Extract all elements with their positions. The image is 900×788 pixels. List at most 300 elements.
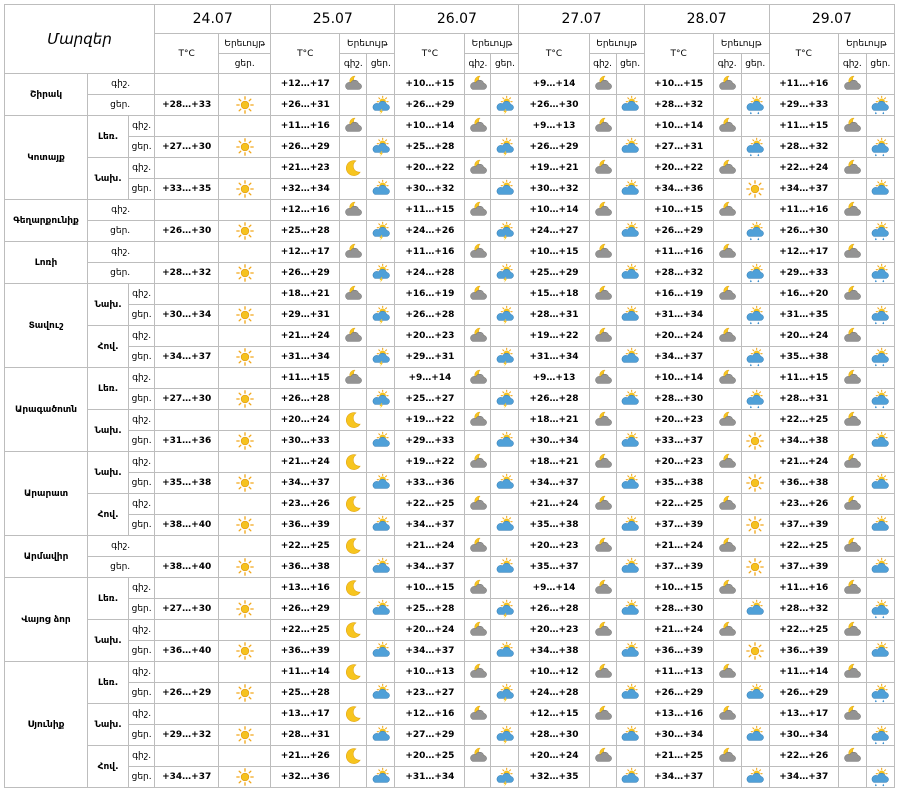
zone-label: Նախ. [88,410,129,451]
temperature-cell: +22…+26 [769,746,838,767]
cloud-moon-icon [717,116,737,136]
thunderstorm-icon [495,683,515,703]
cloud-moon-icon [842,368,862,388]
weather-header-0: Երեւույթ [219,34,271,54]
zone-cell [88,704,155,746]
night-weather-cell [713,368,741,389]
zone-cell [88,368,155,410]
sun-rain-icon [870,221,890,241]
temperature-cell: +30…+34 [769,725,838,746]
day-weather-cell [491,704,519,725]
weather-cell [219,347,271,368]
night-weather-cell [589,137,616,158]
table-row [5,221,895,242]
day-weather-cell [367,431,395,452]
night-weather-cell [589,641,616,662]
night-weather-cell [589,305,616,326]
temperature-cell: +21…+25 [644,746,713,767]
moon-icon [343,536,363,556]
night-weather-cell [838,95,866,116]
day-weather-cell [367,263,395,284]
temperature-cell: +10…+15 [395,74,465,95]
temperature-cell: +35…+38 [769,347,838,368]
temperature-cell: +21…+24 [271,326,340,347]
thunderstorm-icon [371,137,391,157]
time-of-day-label: ցեր. [131,646,152,656]
night-weather-cell [838,158,866,179]
cloud-moon-icon [593,452,613,472]
sun-rain-icon [745,305,765,325]
thunderstorm-icon [495,347,515,367]
day-weather-cell [367,473,395,494]
temperature-cell: +28…+31 [519,305,589,326]
day-weather-cell [866,179,894,200]
night-weather-cell [465,221,491,242]
night-weather-cell [838,74,866,95]
temperature-cell: +37…+39 [644,515,713,536]
night-header-2: գիշ. [465,54,491,74]
day-weather-cell [616,641,644,662]
day-weather-cell [741,641,769,662]
temperature-cell: +21…+24 [271,452,340,473]
moon-icon [343,410,363,430]
day-weather-cell [741,431,769,452]
day-weather-cell [741,305,769,326]
temperature-cell: +23…+26 [769,494,838,515]
weather-header-1: Երեւույթ [340,34,395,54]
cloud-moon-icon [593,578,613,598]
cloud-moon-icon [593,242,613,262]
time-of-day-label: ցեր. [88,221,155,242]
temperature-cell: +25…+28 [271,683,340,704]
night-weather-cell [589,179,616,200]
temperature-cell: +19…+22 [519,326,589,347]
time-of-day-label: ցեր. [131,478,152,488]
temperature-cell: +10…+14 [644,368,713,389]
temp-header-2: T°C [395,34,465,74]
sun-icon [235,179,255,199]
cloud-sun-icon [371,515,391,535]
zone-label: Նախ. [88,452,129,493]
cloud-moon-icon [343,74,363,94]
temperature-cell: +11…+14 [271,662,340,683]
night-weather-cell [340,473,367,494]
weather-cell [219,767,271,788]
weather-cell [219,578,271,599]
time-of-day-label: գիշ. [129,452,154,473]
region-name: Սյունիք [5,662,88,788]
night-weather-cell [340,641,367,662]
night-weather-cell [340,410,367,431]
day-weather-cell [367,389,395,410]
cloud-sun-icon [371,725,391,745]
day-weather-cell [616,326,644,347]
weather-cell [219,305,271,326]
temperature-cell: +31…+34 [519,347,589,368]
temperature-cell: +10…+15 [395,578,465,599]
cloud-moon-icon [343,284,363,304]
day-weather-cell [367,725,395,746]
cloud-moon-icon [593,200,613,220]
temperature-cell [155,116,219,137]
night-weather-cell [340,116,367,137]
night-weather-cell [713,221,741,242]
time-of-day-label: ցեր. [131,310,152,320]
temperature-cell: +36…+38 [769,473,838,494]
day-weather-cell [367,116,395,137]
sun-rain-icon [745,347,765,367]
sun-rain-icon [870,599,890,619]
night-weather-cell [465,620,491,641]
weather-cell [219,221,271,242]
night-weather-cell [838,242,866,263]
zone-cell [88,494,155,536]
temperature-cell: +35…+38 [519,515,589,536]
cloud-sun-icon [620,557,640,577]
temperature-cell [155,200,219,221]
temperature-cell: +19…+22 [395,410,465,431]
temp-header-1: T°C [271,34,340,74]
day-weather-cell [616,746,644,767]
cloud-sun-icon [495,179,515,199]
day-weather-cell [866,494,894,515]
temperature-cell: +28…+30 [644,599,713,620]
day-weather-cell [367,242,395,263]
night-weather-cell [713,431,741,452]
temperature-cell: +12…+16 [271,200,340,221]
temperature-cell: +26…+30 [769,221,838,242]
sun-rain-icon [745,95,765,115]
day-weather-cell [491,431,519,452]
table-row [5,494,895,515]
temperature-cell: +10…+15 [519,242,589,263]
cloud-moon-icon [468,242,488,262]
night-weather-cell [838,725,866,746]
temperature-cell: +11…+13 [644,662,713,683]
temperature-cell: +29…+32 [155,725,219,746]
cloud-moon-icon [717,452,737,472]
temperature-cell: +9…+14 [519,578,589,599]
temperature-cell: +10…+15 [644,74,713,95]
night-weather-cell [589,326,616,347]
day-weather-cell [741,137,769,158]
day-weather-cell [367,494,395,515]
table-row [5,284,895,305]
temperature-cell: +30…+34 [644,725,713,746]
day-weather-cell [616,179,644,200]
table-row [5,158,895,179]
weather-cell [219,683,271,704]
night-weather-cell [465,641,491,662]
time-of-day-label: գիշ. [88,536,155,557]
thunderstorm-icon [495,263,515,283]
day-weather-cell [616,74,644,95]
night-weather-cell [838,620,866,641]
temperature-cell: +26…+29 [271,599,340,620]
temperature-cell: +34…+37 [644,767,713,788]
temperature-cell: +15…+18 [519,284,589,305]
night-weather-cell [713,200,741,221]
day-weather-cell [491,200,519,221]
sun-icon [235,137,255,157]
weather-header-2: Երեւույթ [465,34,519,54]
night-weather-cell [838,389,866,410]
cloud-moon-icon [717,284,737,304]
time-of-day-label: ցեր. [131,184,152,194]
sun-icon [235,95,255,115]
temperature-cell [155,368,219,389]
temperature-cell: +36…+39 [769,641,838,662]
night-weather-cell [465,137,491,158]
temperature-cell: +31…+34 [271,347,340,368]
cloud-sun-icon [371,179,391,199]
night-weather-cell [838,536,866,557]
day-weather-cell [866,305,894,326]
temperature-cell: +37…+39 [644,557,713,578]
temperature-cell: +26…+30 [155,221,219,242]
temperature-cell: +20…+24 [395,620,465,641]
cloud-moon-icon [468,536,488,556]
day-weather-cell [367,620,395,641]
cloud-moon-icon [343,326,363,346]
day-weather-cell [367,74,395,95]
cloud-moon-icon [468,452,488,472]
day-weather-cell [616,704,644,725]
temperature-cell: +34…+37 [155,347,219,368]
day-weather-cell [367,746,395,767]
temperature-cell: +9…+13 [519,368,589,389]
temperature-cell: +34…+37 [519,473,589,494]
day-weather-cell [491,95,519,116]
night-weather-cell [589,704,616,725]
cloud-sun-icon [870,557,890,577]
night-weather-cell [713,725,741,746]
sun-icon [235,683,255,703]
night-weather-cell [340,305,367,326]
cloud-moon-icon [468,116,488,136]
day-weather-cell [741,473,769,494]
thunderstorm-icon [495,725,515,745]
temperature-cell: +22…+25 [769,410,838,431]
date-header-3: 27.07 [519,5,644,34]
cloud-sun-icon [870,641,890,661]
partly-cloudy-icon [620,725,640,745]
temperature-cell: +28…+31 [769,389,838,410]
weather-cell [219,431,271,452]
night-weather-cell [589,494,616,515]
day-weather-cell [367,305,395,326]
temp-header-4: T°C [644,34,713,74]
temperature-cell: +23…+27 [395,683,465,704]
night-weather-cell [340,368,367,389]
night-weather-cell [713,95,741,116]
weather-cell [219,242,271,263]
night-weather-cell [340,767,367,788]
temperature-cell: +28…+32 [644,95,713,116]
night-weather-cell [589,536,616,557]
day-weather-cell [491,494,519,515]
temperature-cell: +9…+14 [395,368,465,389]
partly-cloudy-icon [495,515,515,535]
cloud-moon-icon [717,158,737,178]
temperature-cell: +11…+16 [644,242,713,263]
cloud-moon-icon [842,200,862,220]
zone-label: Լեռ. [88,578,129,619]
temperature-cell: +35…+37 [519,557,589,578]
thunderstorm-icon [371,389,391,409]
cloud-moon-icon [842,242,862,262]
temperature-cell: +34…+38 [519,641,589,662]
night-weather-cell [838,221,866,242]
time-of-day-label: գիշ. [129,326,154,347]
zone-cell [88,578,155,620]
day-weather-cell [616,620,644,641]
time-of-day-label: ցեր. [131,688,152,698]
night-weather-cell [838,326,866,347]
night-weather-cell [838,599,866,620]
sun-icon [235,515,255,535]
night-weather-cell [713,347,741,368]
table-row [5,242,895,263]
temperature-cell: +38…+40 [155,515,219,536]
day-weather-cell [491,305,519,326]
cloud-moon-icon [593,746,613,766]
time-of-day-stack [129,620,154,661]
partly-cloudy-icon [620,389,640,409]
time-of-day-label: ցեր. [88,95,155,116]
night-weather-cell [713,536,741,557]
night-weather-cell [713,74,741,95]
region-name: Վայոց ձոր [5,578,88,662]
night-weather-cell [465,557,491,578]
thunderstorm-icon [371,95,391,115]
temperature-cell: +32…+35 [519,767,589,788]
day-weather-cell [491,578,519,599]
temperature-cell: +26…+28 [519,389,589,410]
cloud-sun-icon [371,641,391,661]
zone-cell [88,410,155,452]
night-weather-cell [340,704,367,725]
time-of-day-label: ցեր. [131,352,152,362]
cloud-moon-icon [717,200,737,220]
night-weather-cell [340,746,367,767]
temperature-cell: +20…+23 [644,452,713,473]
night-weather-cell [340,221,367,242]
moon-icon [343,620,363,640]
night-weather-cell [713,242,741,263]
temperature-cell: +30…+32 [519,179,589,200]
cloud-moon-icon [468,578,488,598]
night-weather-cell [465,74,491,95]
cloud-moon-icon [593,284,613,304]
night-weather-cell [838,515,866,536]
temperature-cell: +26…+29 [271,263,340,284]
night-weather-cell [838,704,866,725]
time-of-day-stack [129,494,154,535]
temperature-cell: +26…+29 [271,137,340,158]
region-name: Տավուշ [5,284,88,368]
sun-rain-icon [745,389,765,409]
partly-cloudy-icon [620,221,640,241]
night-weather-cell [713,158,741,179]
table-row [5,536,895,557]
temperature-cell: +10…+14 [519,200,589,221]
zone-label: Լեռ. [88,662,129,703]
night-weather-cell [838,263,866,284]
day-weather-cell [741,95,769,116]
day-weather-cell [491,389,519,410]
thunderstorm-icon [371,347,391,367]
day-weather-cell [616,116,644,137]
temperature-cell: +34…+37 [155,767,219,788]
zone-label: Նախ. [88,158,129,199]
sun-icon [235,725,255,745]
day-weather-cell [367,158,395,179]
night-header-1: գիշ. [340,54,367,74]
temperature-cell: +11…+16 [769,74,838,95]
night-weather-cell [713,284,741,305]
temperature-cell [155,158,219,179]
day-weather-cell [741,620,769,641]
night-weather-cell [838,767,866,788]
cloud-moon-icon [842,452,862,472]
cloud-moon-icon [842,662,862,682]
night-weather-cell [838,473,866,494]
temperature-cell: +21…+23 [271,158,340,179]
weather-cell [219,599,271,620]
temperature-cell: +29…+31 [271,305,340,326]
cloud-moon-icon [717,326,737,346]
temp-header-5: T°C [769,34,838,74]
night-weather-cell [465,326,491,347]
night-weather-cell [589,410,616,431]
date-header-0: 24.07 [155,5,271,34]
day-weather-cell [367,284,395,305]
day-weather-cell [866,410,894,431]
cloud-moon-icon [717,494,737,514]
night-weather-cell [340,179,367,200]
day-weather-cell [616,662,644,683]
night-weather-cell [340,515,367,536]
partly-cloudy-icon [620,305,640,325]
temperature-cell [155,242,219,263]
temperature-cell: +13…+16 [271,578,340,599]
partly-cloudy-icon [620,137,640,157]
weather-header-4: Երեւույթ [713,34,769,54]
temperature-cell: +20…+22 [644,158,713,179]
day-weather-cell [741,578,769,599]
night-weather-cell [340,620,367,641]
night-weather-cell [465,116,491,137]
region-name: Լոռի [5,242,88,284]
night-weather-cell [713,326,741,347]
day-weather-cell [616,200,644,221]
temperature-cell: +26…+29 [769,683,838,704]
night-weather-cell [589,725,616,746]
night-weather-cell [713,683,741,704]
cloud-moon-icon [842,410,862,430]
night-weather-cell [713,263,741,284]
night-weather-cell [713,578,741,599]
time-of-day-label: գիշ. [129,494,154,515]
cloud-moon-icon [842,746,862,766]
day-weather-cell [616,536,644,557]
night-weather-cell [713,620,741,641]
moon-icon [343,746,363,766]
day-weather-cell [367,557,395,578]
temperature-cell: +35…+38 [644,473,713,494]
night-weather-cell [838,662,866,683]
